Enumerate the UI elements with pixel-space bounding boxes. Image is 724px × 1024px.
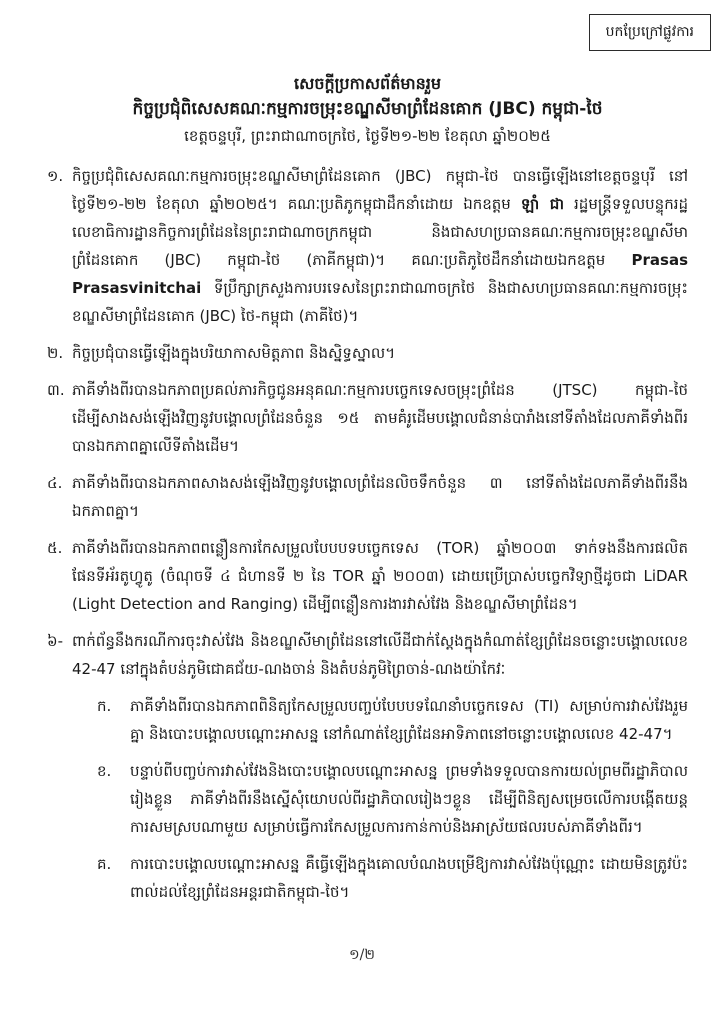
paragraph-marker: ១. <box>47 167 64 185</box>
paragraph-marker: ២. <box>47 344 64 362</box>
sub-paragraph <box>97 850 688 906</box>
unofficial-translation-badge: បកប្រែក្រៅផ្លូវការ <box>589 14 711 51</box>
paragraph-text: ភាគីទាំងពីរបានឯកភាពពន្លឿនការកែសម្រួលបែបបទបច្ចេកទេស (TOR) ឆ្នាំ២០០៣ ទាក់ទងនឹងការផលិតផែនទីអ័រតូហ្វូតូ (ចំណុចទី ៤ ជំហានទី ២ នៃ TOR ឆ្នាំ ២០០៣) ដោយប្រើប្រាស់បច្ចេកវិទ្យាថ្មីដូចជា LiDAR (Light Detection and Ranging) ដើម្បីពន្លឿនការងារវាស់វែង និងខណ្ឌសីមាព្រំដែន។ <box>72 539 688 613</box>
paragraph-text: ពាក់ព័ន្ធនឹងករណីការចុះវាស់វែង និងខណ្ឌសីមាព្រំដែននៅលើដីជាក់ស្ដែងក្នុងកំណាត់ខ្សែព្រំដែនចន្លោះបង្គោលលេខ 42-47 នៅក្នុងតំបន់ភូមិជោគជ័យ-ណងចាន់ និងតំបន់ភូមិព្រៃចាន់-ណងយ៉ាកែវៈ <box>72 632 688 678</box>
paragraph-text: កិច្ចប្រជុំពិសេសគណៈកម្មការចម្រុះខណ្ឌសីមាព្រំដែនគោក (JBC) កម្ពុជា-ថៃ បានធ្វើឡើងនៅខេត្តចន្ទបុរី នៅថ្ងៃទី២១-២២ ខែតុលា ឆ្នាំ២០២៥។ គណៈប្រតិភូកម្ពុជាដឹកនាំដោយ ឯកឧត្តម ឡាំ ជា រដ្ឋមន្ត្រីទទួលបន្ទុករដ្ឋលេខាធិការដ្ឋានកិច្ចការព្រំដែននៃព្រះរាជាណាចក្រកម្ពុជា និងជាសហប្រធានគណៈកម្មការចម្រុះខណ្ឌសីមាព្រំដែនគោក (JBC) កម្ពុជា-ថៃ (ភាគីកម្ពុជា)។ គណៈប្រតិភូថៃដឹកនាំដោយឯកឧត្តម Prasas Prasasvinitchai ទីប្រឹក្សាក្រសួងការបរទេសនៃព្រះរាជាណាចក្រថៃ និងជាសហប្រធានគណៈកម្មការចម្រុះខណ្ឌសីមាព្រំដែនគោក (JBC) ថៃ-កម្ពុជា (ភាគីថៃ)។ <box>72 167 688 325</box>
paragraph-marker: ក. <box>97 697 112 715</box>
numbered-paragraph <box>47 162 688 330</box>
numbered-paragraph <box>47 534 688 618</box>
paragraph-marker: ៣. <box>47 381 65 399</box>
paragraph-marker: ៦- <box>47 632 64 650</box>
paragraph-text: ភាគីទាំងពីរបានឯកភាពប្រគល់ភារកិច្ចជូនអនុគណៈកម្មការបច្ចេកទេសចម្រុះព្រំដែន (JTSC) កម្ពុជា-ថៃ ដើម្បីសាងសង់ឡើងវិញនូវបង្គោលព្រំដែនចំនួន ១៥ តាមគំរូដើមបង្គោលជំនាន់បារាំងនៅទីតាំងដែលភាគីទាំងពីរបានឯកភាពគ្នាលើទីតាំងដើម។ <box>72 381 688 455</box>
paragraph-text: ការបោះបង្គោលបណ្ដោះអាសន្ន គឺធ្វើឡើងក្នុងគោលបំណងបម្រើឱ្យការវាស់វែងប៉ុណ្ណោះ ដោយមិនត្រូវប៉ះពាល់ដល់ខ្សែព្រំដែនអន្តរជាតិកម្ពុជា-ថៃ។ <box>130 855 688 901</box>
paragraph-list <box>47 162 688 906</box>
numbered-paragraph <box>47 469 688 525</box>
title-block <box>47 72 688 149</box>
paragraph-text: កិច្ចប្រជុំបានធ្វើឡើងក្នុងបរិយាកាសមិត្តភាព និងស្និទ្ធស្នាល។ <box>72 344 396 362</box>
sub-paragraph <box>97 692 688 748</box>
paragraph-marker: ៥. <box>47 539 63 557</box>
paragraph-text: បន្ទាប់ពីបញ្ចប់ការវាស់វែងនិងបោះបង្គោលបណ្ដោះអាសន្ន ព្រមទាំងទទួលបានការយល់ព្រមពីរដ្ឋាភិបាលរៀងខ្លួន ភាគីទាំងពីរនឹងស្នើសុំយោបល់ពីរដ្ឋាភិបាលរៀងៗខ្លួន ដើម្បីពិនិត្យសម្រេចលើការបង្កើតយន្តការសមស្របណាមួយ សម្រាប់ធ្វើការកែសម្រួលការកាន់កាប់និងអាស្រ័យផលរបស់ភាគីទាំងពីរ។ <box>130 762 688 836</box>
paragraph-marker: ៤. <box>47 474 63 492</box>
paragraph-marker: ខ. <box>97 762 112 780</box>
numbered-paragraph <box>47 339 688 367</box>
numbered-paragraph <box>47 627 688 683</box>
page-number: ១/២ <box>349 947 375 963</box>
paragraph-text: ភាគីទាំងពីរបានឯកភាពពិនិត្យកែសម្រួលបញ្ចប់បែបបទណែនាំបច្ចេកទេស (TI) សម្រាប់ការវាស់វែងរួមគ្នា និងបោះបង្គោលបណ្ដោះអាសន្ន នៅកំណាត់ខ្សែព្រំដែនអាទិភាពនៅចន្លោះបង្គោលលេខ 42-47។ <box>130 697 688 743</box>
document-title: សេចក្ដីប្រកាសព័ត៌មានរួម <box>294 74 441 93</box>
document-subtitle: កិច្ចប្រជុំពិសេសគណៈកម្មការចម្រុះខណ្ឌសីមាព្រំដែនគោក (JBC) កម្ពុជា-ថៃ <box>132 99 603 119</box>
paragraph-text: ភាគីទាំងពីរបានឯកភាពសាងសង់ឡើងវិញនូវបង្គោលព្រំដែនលិចទឹកចំនួន ៣ នៅទីតាំងដែលភាគីទាំងពីរនឹងឯកភាពគ្នា។ <box>72 474 688 520</box>
paragraph-marker: គ. <box>97 855 112 873</box>
sub-paragraph <box>97 757 688 841</box>
numbered-paragraph <box>47 376 688 460</box>
document-place-date: ខេត្តចន្ទបុរី, ព្រះរាជាណាចក្រថៃ, ថ្ងៃទី២១-២២ ខែតុលា ឆ្នាំ២០២៥ <box>184 127 551 145</box>
